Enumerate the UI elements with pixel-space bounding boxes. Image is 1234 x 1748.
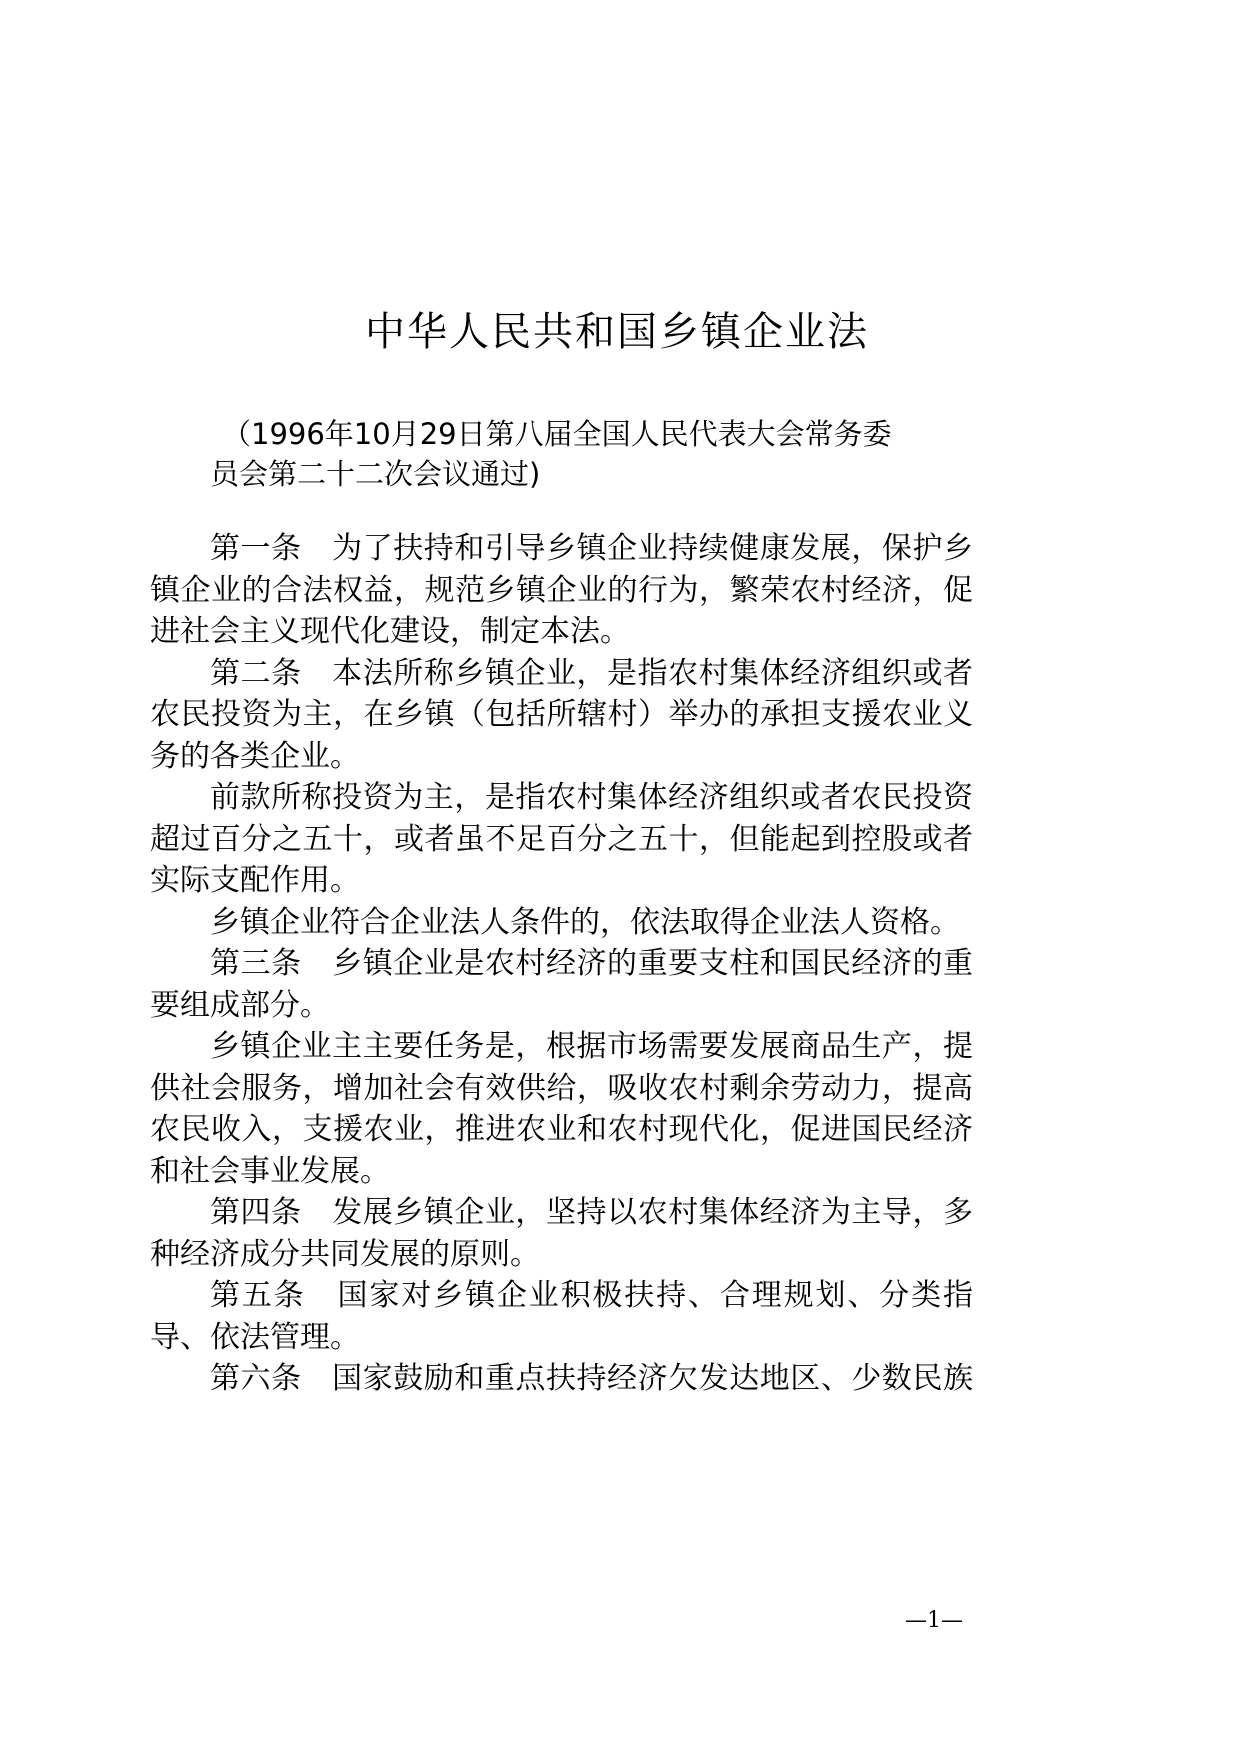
text-line: 要组成部分。 [150,987,330,1023]
adoption-note-line-2: 员会第二十二次会议通过) [210,457,541,491]
text-line: 第四条 发展乡镇企业，坚持以农村集体经济为主导，多 [210,1195,973,1230]
page-number: —1— [905,1608,963,1633]
text-line: 乡镇企业符合企业法人条件的，依法取得企业法人资格。 [210,904,960,940]
text-line: 种经济成分共同发展的原则。 [150,1236,540,1272]
text-line: 乡镇企业主主要任务是，根据市场需要发展商品生产，提 [210,1029,973,1064]
document-body [150,528,973,1400]
text-line: 供社会服务，增加社会有效供给，吸收农村剩余劳动力，提高 [150,1070,973,1106]
text-line: 超过百分之五十，或者虽不足百分之五十，但能起到控股或者 [150,821,973,857]
text-line: 第五条 国家对乡镇企业积极扶持、合理规划、分类指 [210,1278,973,1313]
text-line: 和社会事业发展。 [150,1153,390,1189]
text-line: 镇企业的合法权益，规范乡镇企业的行为，繁荣农村经济，促 [150,572,973,608]
text-line: 前款所称投资为主，是指农村集体经济组织或者农民投资 [210,780,973,815]
document-title: 中华人民共和国乡镇企业法 [365,309,869,355]
text-line: 农民收入，支援农业，推进农业和农村现代化，促进国民经济 [150,1112,973,1147]
text-line: 导、依法管理。 [150,1319,360,1355]
text-line: 第二条 本法所称乡镇企业，是指农村集体经济组织或者 [210,655,973,691]
text-line: 第一条 为了扶持和引导乡镇企业持续健康发展，保护乡 [210,531,973,566]
text-line: 第六条 国家鼓励和重点扶持经济欠发达地区、少数民族 [210,1361,973,1396]
adoption-note-line-1: （1996年10月29日第八届全国人民代表大会常务委 [222,417,892,451]
text-line: 务的各类企业。 [150,738,360,774]
text-line: 进社会主义现代化建设，制定本法。 [150,614,630,649]
text-line: 实际支配作用。 [150,863,360,898]
text-line: 农民投资为主，在乡镇（包括所辖村）举办的承担支援农业义 [150,697,973,732]
text-line: 第三条 乡镇企业是农村经济的重要支柱和国民经济的重 [210,946,973,981]
